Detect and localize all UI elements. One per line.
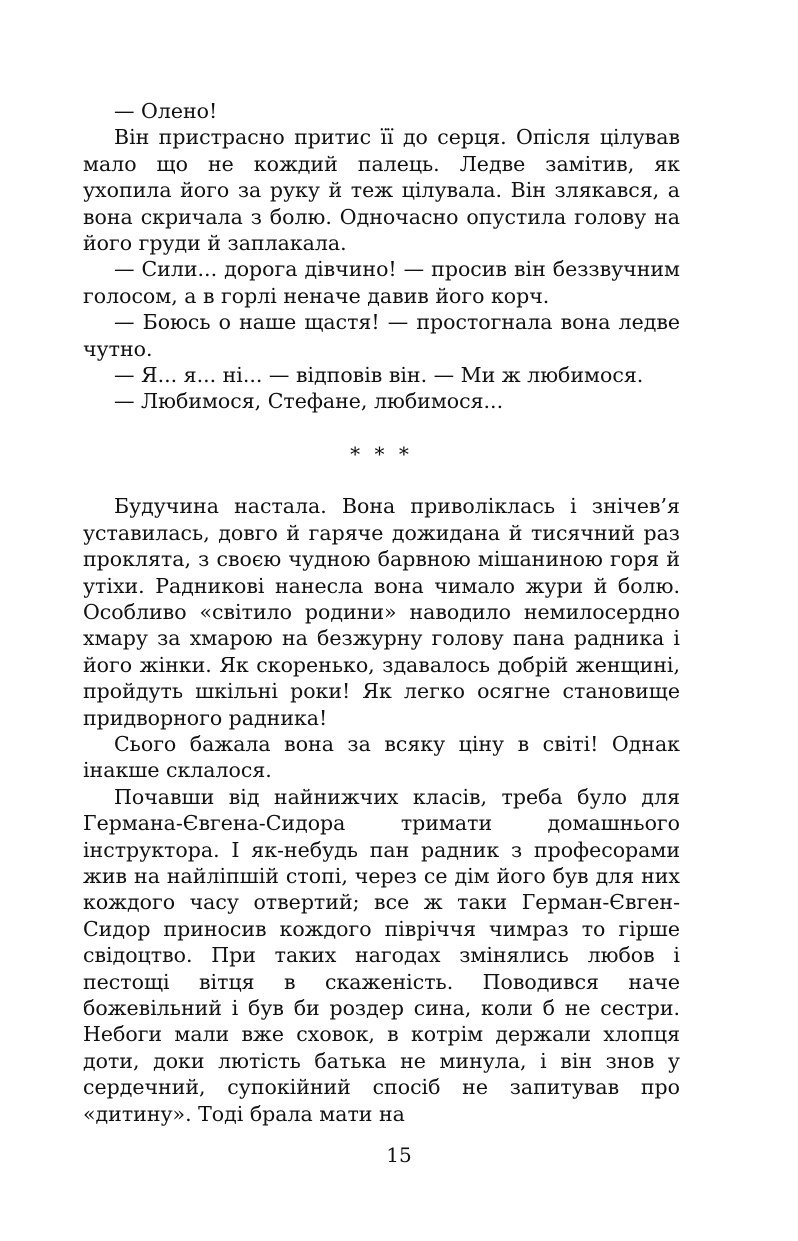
paragraph: Сього бажала вона за всяку ціну в світі! Однак інакше склалося. bbox=[83, 731, 680, 783]
dialogue-block bbox=[83, 98, 680, 415]
paragraph: — Любимося, Стефане, любимося... bbox=[114, 389, 504, 414]
paragraph: — Сили... дорога дівчино! — просив він беззвучним голосом, а в горлі неначе давив його корч. bbox=[83, 257, 680, 308]
paragraph: — Боюсь о наше щастя! — простогнала вона ледве чутно. bbox=[83, 310, 680, 361]
paragraph: Будучина настала. Вона приволіклась і знічев’я уставилась, довго й гаряче дожидана й тисячний раз проклята, з своєю чудною барвною мішаниною горя й утіхи. Радникові нанесла вона чимало жури й болю. Особливо «світило родини» наводило немилосердно хмару за хмарою на безжурну голову пана радника і його жінки. Як скоренько, здавалось добрій женщині, пройдуть шкільні роки! Як легко осягне становище придворного радника! bbox=[83, 494, 680, 730]
page-number: 15 bbox=[386, 1143, 412, 1167]
paragraph: Почавши від найнижчих класів, треба було для Германа-Євгена-Сидора тримати домашнього інструктора. І як-небудь пан радник з професорами жив на найліпшій стопі, через се дім його був для них кождого часу отвертий; все ж таки Герман-Євген-Сидор приносив кождого півріччя чимраз то гірше свідоцтво. При таких нагодах змінялись любов і пестощі вітця в скаженість. Поводився наче божевільний і був би роздер сина, коли б не сестри. Небоги мали вже сховок, в котрім держали хлопця доти, доки лютість батька не минула, і він знов у сердечний, супокійний спосіб не запитував про «дитину». Тоді брала мати на bbox=[83, 784, 680, 1126]
book-page bbox=[83, 98, 680, 1127]
section-separator: * * * bbox=[350, 441, 413, 466]
section-block bbox=[83, 493, 680, 1127]
paragraph: — Я... я... ні... — відповів він. — Ми ж любимося. bbox=[114, 363, 644, 388]
paragraph: — Олено! bbox=[114, 99, 218, 123]
paragraph: Він пристрасно притис її до серця. Опісля цілував мало що не кождий палець. Ледве замітив, як ухопила його за руку й теж цілувала. Він злякався, а вона скричала з болю. Одночасно опустила голову на його груди й заплакала. bbox=[83, 125, 680, 256]
